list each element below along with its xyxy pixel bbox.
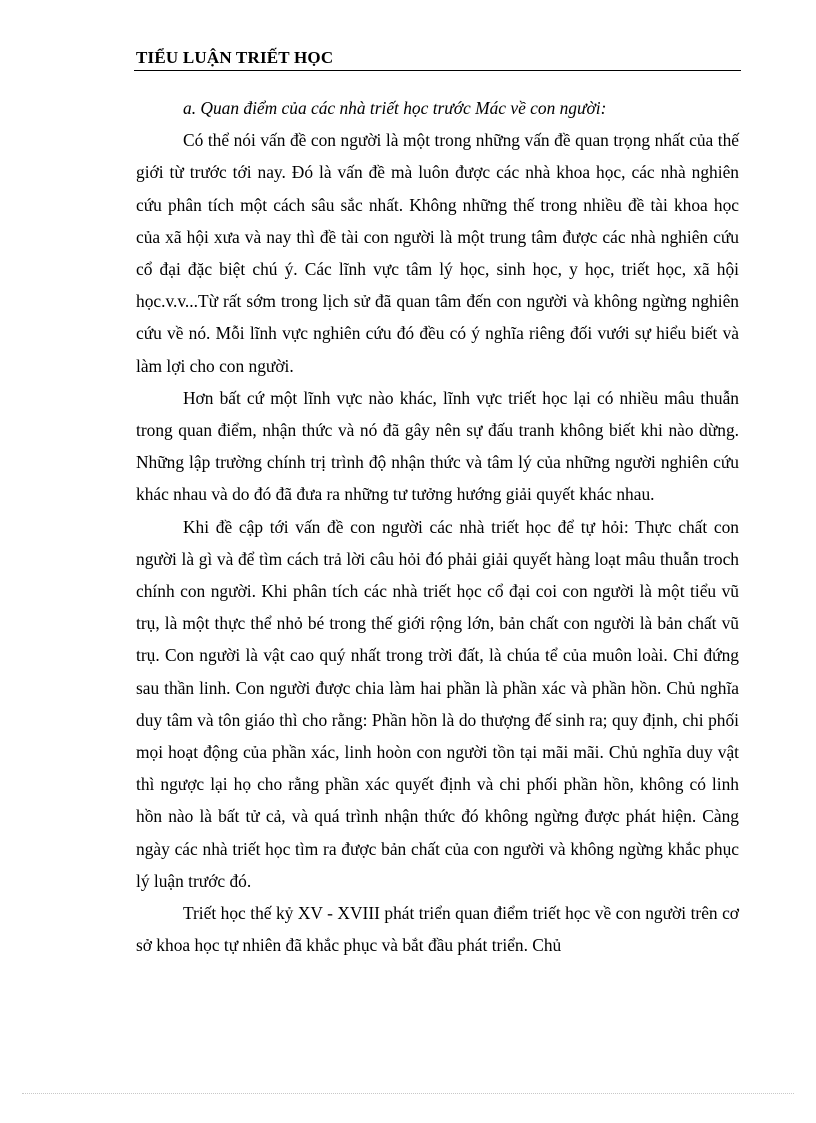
document-body [136,92,739,961]
header-divider [134,70,741,71]
paragraph-3: Khi đề cập tới vấn đề con người các nhà triết học để tự hỏi: Thực chất con người là gì và để tìm cách trả lời câu hỏi đó phải giải quyết hàng loạt mâu thuẫn troch chính con người. Khi phân tích các nhà triết học cổ đại coi con người là một tiểu vũ trụ, là một thực thể nhỏ bé trong thế giới rộng lớn, bản chất con người là bản chất vũ trụ. Con người là vật cao quý nhất trong trời đất, là chúa tể của muôn loài. Chỉ đứng sau thần linh. Con người được chia làm hai phần là phần xác và phần hồn. Chủ nghĩa duy tâm và tôn giáo thì cho rằng: Phần hồn là do thượng đế sinh ra; quy định, chi phối mọi hoạt động của phần xác, linh hoòn con người tồn tại mãi mãi. Chủ nghĩa duy vật thì ngược lại họ cho rằng phần xác quyết định và chi phối phần hồn, không có linh hồn nào là bất tử cả, và quá trình nhận thức đó không ngừng được phát hiện. Càng ngày các nhà triết học tìm ra được bản chất của con người và không ngừng khắc phục lý luận trước đó. [136,516,739,891]
page-bottom-divider [22,1093,794,1094]
paragraph-2: Hơn bất cứ một lĩnh vực nào khác, lĩnh vực triết học lại có nhiều mâu thuẫn trong quan điểm, nhận thức và nó đã gây nên sự đấu tranh không biết khi nào dừng. Những lập trường chính trị trình độ nhận thức và tâm lý của những người nghiên cứu khác nhau và do đó đã đưa ra những tư tưởng hướng giải quyết khác nhau. [136,387,739,505]
section-heading: a. Quan điểm của các nhà triết học trước Mác về con người: [183,98,607,118]
paragraph-1: Có thể nói vấn đề con người là một trong những vấn đề quan trọng nhất của thế giới từ trước tới nay. Đó là vấn đề mà luôn được các nhà khoa học, các nhà nghiên cứu phân tích một cách sâu sắc nhất. Không những thế trong nhiều đề tài khoa học của xã hội xưa và nay thì đề tài con người là một trung tâm được các nhà nghiên cứu cổ đại đặc biệt chú ý. Các lĩnh vực tâm lý học, sinh học, y học, triết học, xã hội học.v.v...Từ rất sớm trong lịch sử đã quan tâm đến con người và không ngừng nghiên cứu về nó. Mỗi lĩnh vực nghiên cứu đó đều có ý nghĩa riêng đối vưới sự hiểu biết và làm lợi cho con người. [136,130,739,376]
document-header-title: TIỂU LUẬN TRIẾT HỌC [136,48,334,67]
paragraph-4: Triết học thế kỷ XV - XVIII phát triển quan điểm triết học về con người trên cơ sở khoa học tự nhiên đã khắc phục và bắt đầu phát triển. Chủ [136,903,739,956]
